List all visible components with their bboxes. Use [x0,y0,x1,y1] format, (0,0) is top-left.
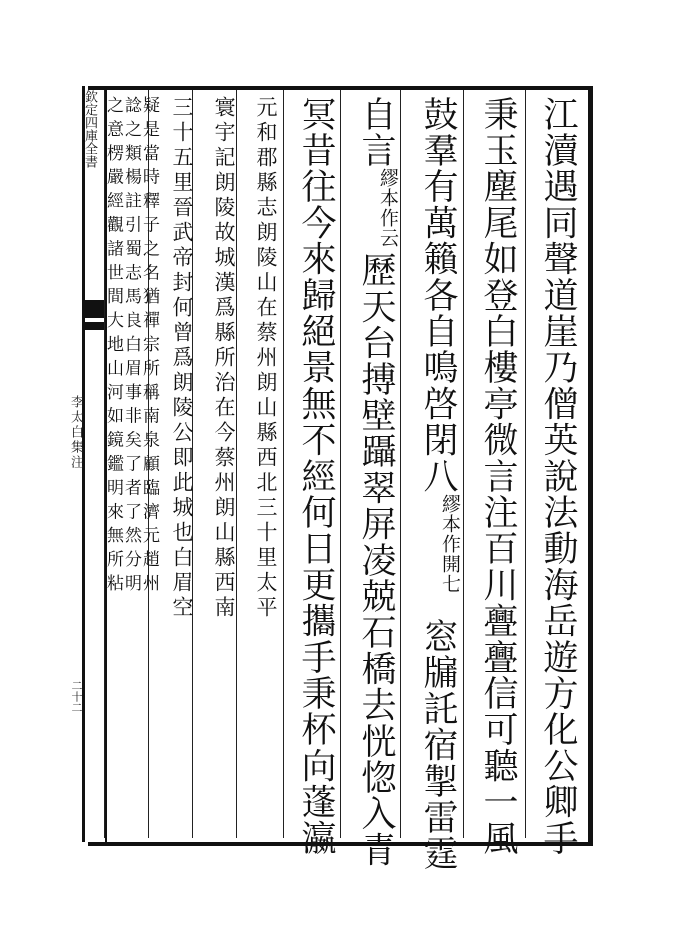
text-column-4-note: 繆本作云 [377,168,399,249]
text-column-3-after: 窓牖託宿掣雷霆 [418,618,458,872]
text-column-2: 秉玉塵尾如登白樓亭微言注百川亹亹信可聽一風 [478,96,518,857]
column-rule [236,90,237,838]
commentary-column-4: 疑是當時釋子之名猶禪宗所稱南泉顧臨濟元趙州 [139,96,159,598]
text-column-5: 冥昔往今來歸絕景無不經何日更攜手秉杯向蓬瀛 [296,96,336,857]
column-rule [283,90,284,838]
text-column-3-main: 鼓羣有萬籟各自鳴啓閉八 [418,96,458,495]
commentary-column-6: 之意楞嚴經觀諸世間大地山河如鏡鑑明來無所粘 [103,96,123,598]
text-column-1: 江瀆遇同聲道崖乃僧英說法動海岳遊方化公卿手 [538,96,578,857]
fold-book-title: 欽定四庫全書 [82,90,97,168]
text-column-3-note: 繆本作開七 [439,494,461,595]
column-rule [400,90,401,838]
fold-book-label: 李太白集注 [68,395,83,470]
commentary-column-1: 元和郡縣志朗陵山在蔡州朗山縣西北三十里太平 [254,96,278,621]
commentary-column-5: 諗之類楊註引蜀志馬良白眉事非矣了者了然分明 [121,96,141,598]
fold-page-number: 二十二 [70,680,83,713]
column-rule [340,90,341,838]
text-column-4 [346,96,399,868]
commentary-column-3: 三十五里晉武帝封何曾爲朗陵公即此城也白眉空 [170,96,194,621]
text-column-4-main: 自言 [356,96,396,169]
text-column-3 [406,96,461,872]
commentary-column-2: 寰宇記朗陵故城漢爲縣所治在今蔡州朗山縣西南 [212,96,236,621]
column-rule [525,90,526,838]
column-rule [463,90,464,838]
text-column-4-after: 歷天台搏壁躡翠屏凌兢石橋去恍惚入青 [356,252,396,868]
